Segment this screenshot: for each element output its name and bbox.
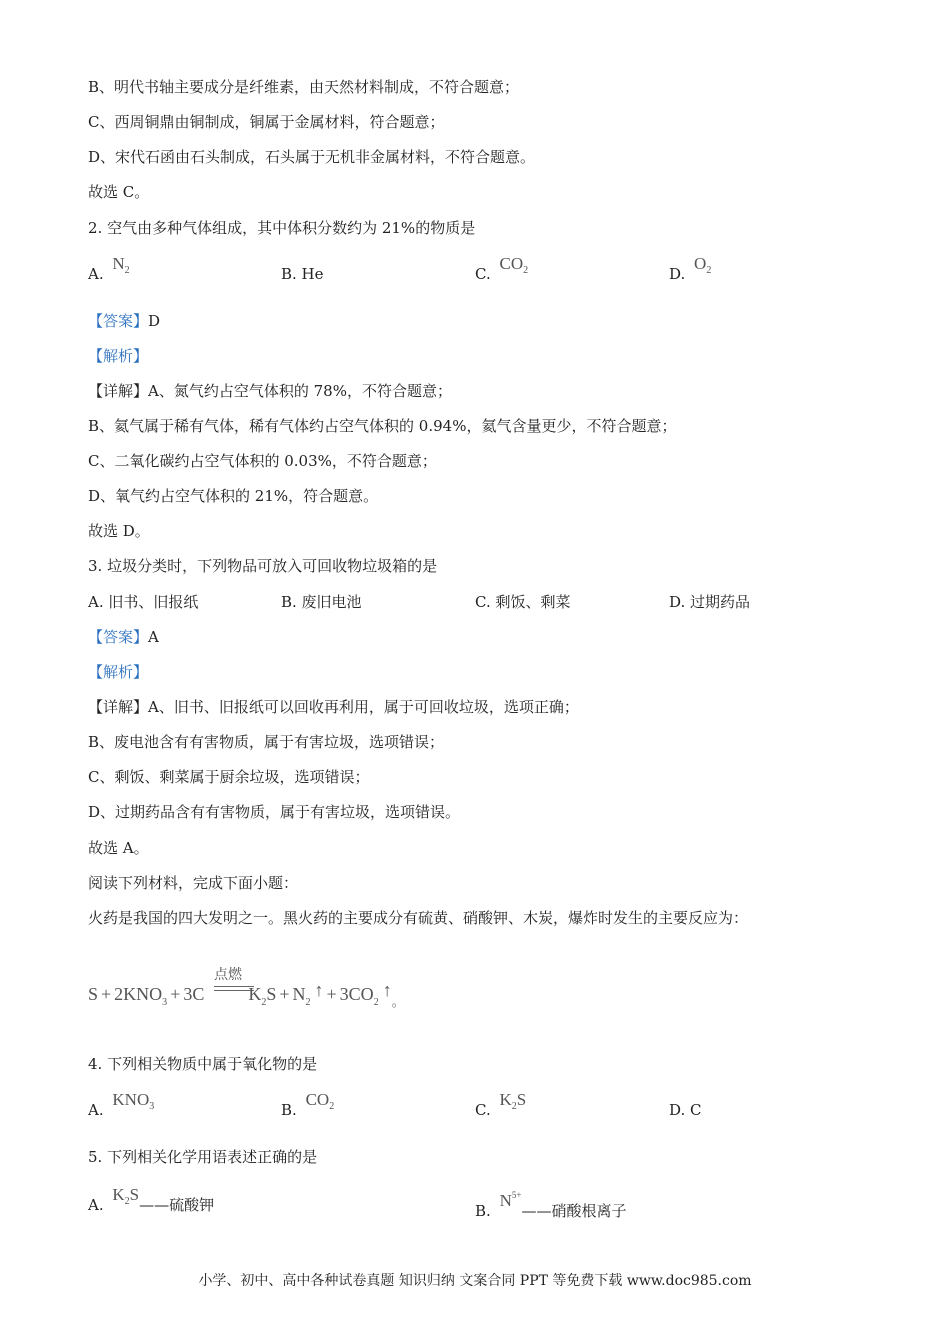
eq-plus: + — [326, 984, 337, 1004]
answer-line — [88, 311, 160, 331]
q3-option-b: B. 废旧电池 — [281, 593, 362, 611]
formula-main: K — [112, 1185, 125, 1204]
eq-sub: 2 — [373, 997, 379, 1008]
option-label: B. — [475, 1202, 491, 1220]
eq-sub: 2 — [305, 997, 311, 1008]
formula-sub: 3 — [149, 1101, 155, 1112]
eq-sub: 3 — [162, 997, 168, 1008]
option-label: A. — [88, 1196, 104, 1214]
text-line: B、氦气属于稀有气体，稀有气体约占空气体积的 0.94%，氦气含量更少，不符合题意； — [88, 417, 677, 435]
formula-sub: 2 — [124, 265, 130, 276]
eq-plus: + — [101, 984, 112, 1004]
q3-option-c: C. 剩饭、剩菜 — [475, 593, 571, 611]
formula — [112, 1185, 140, 1207]
formula-sub: 2 — [329, 1101, 335, 1112]
formula — [112, 1090, 155, 1112]
question-3: 3. 垃圾分类时，下列物品可放入可回收物垃圾箱的是 — [88, 557, 438, 575]
option-label: A. — [88, 265, 104, 283]
q3-option-d: D. 过期药品 — [669, 593, 751, 611]
formula-sup: 5+ — [511, 1190, 522, 1200]
formula — [499, 254, 529, 276]
option-text: ——硫酸钾 — [139, 1196, 215, 1214]
reaction-condition: 点燃 — [214, 967, 242, 983]
text-line: D、宋代石函由石头制成，石头属于无机非金属材料，不符合题意。 — [88, 148, 536, 166]
detail-tag: 【详解】 — [88, 382, 149, 400]
answer-value: D — [148, 312, 161, 330]
formula — [500, 1191, 522, 1210]
formula — [305, 1090, 335, 1112]
q2-option-d — [669, 254, 712, 291]
q2-option-c — [475, 254, 529, 291]
option-label: C. — [475, 1101, 491, 1119]
formula-main: O — [694, 254, 707, 273]
eq-term: S — [266, 984, 277, 1004]
formula-main: CO — [305, 1090, 330, 1109]
eq-term: 3CO — [339, 984, 374, 1004]
chemical-equation — [88, 980, 405, 1009]
formula-sub: 2 — [511, 1101, 517, 1112]
formula-main: CO — [499, 254, 524, 273]
eq-term: S — [88, 984, 99, 1004]
formula-main: N — [499, 1191, 512, 1210]
q3-option-a: A. 旧书、旧报纸 — [88, 593, 199, 611]
answer-tag: 【答案】 — [88, 628, 149, 646]
detail-tag: 【详解】 — [88, 698, 149, 716]
q2-option-a — [88, 254, 130, 291]
text-line: 故选 C。 — [88, 183, 150, 201]
gas-arrow-icon: ↑ — [382, 980, 392, 1000]
text-line: 故选 A。 — [88, 839, 149, 857]
q4-option-a — [88, 1090, 155, 1127]
text-line: 故选 D。 — [88, 522, 150, 540]
q4-option-c — [475, 1090, 527, 1127]
gas-arrow-icon: ↑ — [314, 980, 324, 1000]
q4-option-b — [281, 1090, 335, 1127]
eq-sub: 2 — [261, 997, 267, 1008]
q5-option-a — [88, 1185, 215, 1222]
text-line: D、氧气约占空气体积的 21%，符合题意。 — [88, 487, 379, 505]
formula-main: KNO — [112, 1090, 150, 1109]
q4-option-d: D. C — [669, 1101, 702, 1119]
question-2: 2. 空气由多种气体组成，其中体积分数约为 21%的物质是 — [88, 219, 476, 237]
answer-tag: 【答案】 — [88, 312, 149, 330]
question-5: 5. 下列相关化学用语表述正确的是 — [88, 1148, 318, 1166]
eq-term: N — [292, 984, 306, 1004]
text-line: B、明代书轴主要成分是纤维素，由天然材料制成，不符合题意； — [88, 78, 520, 96]
reading-instruction: 阅读下列材料，完成下面小题： — [88, 874, 299, 892]
text-line: C、二氧化碳约占空气体积的 0.03%，不符合题意； — [88, 452, 437, 470]
answer-line — [88, 627, 159, 647]
option-label: B. — [281, 1101, 297, 1119]
eq-term: K — [248, 984, 262, 1004]
formula — [112, 254, 130, 276]
question-4: 4. 下列相关物质中属于氧化物的是 — [88, 1055, 318, 1073]
answer-value: A — [148, 628, 159, 646]
option-label: C. — [475, 265, 491, 283]
formula-main: K — [499, 1090, 512, 1109]
formula-sub: 2 — [523, 265, 529, 276]
text-line: B、废电池含有有害物质，属于有害垃圾，选项错误； — [88, 733, 445, 751]
formula-main: S — [516, 1090, 527, 1109]
formula-sub: 2 — [124, 1196, 130, 1207]
eq-plus: + — [170, 984, 181, 1004]
eq-term: 3C — [183, 984, 205, 1004]
formula-sub: 2 — [706, 265, 712, 276]
text-line: C、剩饭、剩菜属于厨余垃圾，选项错误； — [88, 768, 370, 786]
analysis-tag: 【解析】 — [88, 347, 149, 365]
formula-main: S — [129, 1185, 140, 1204]
page-footer: 小学、初中、高中各种试卷真题 知识归纳 文案合同 PPT 等免费下载 www.doc985.com — [198, 1273, 752, 1289]
formula-main: N — [112, 254, 125, 273]
detail-text: A、氮气约占空气体积的 78%，不符合题意； — [148, 382, 452, 400]
analysis-tag: 【解析】 — [88, 663, 149, 681]
detail-line — [88, 381, 452, 401]
q2-option-b: B. He — [281, 265, 324, 283]
detail-text: A、旧书、旧报纸可以回收再利用，属于可回收垃圾，选项正确； — [148, 698, 579, 716]
q5-option-b — [475, 1190, 627, 1221]
eq-plus: + — [279, 984, 290, 1004]
text-line: C、西周铜鼎由铜制成，铜属于金属材料，符合题意； — [88, 113, 445, 131]
formula — [694, 254, 712, 276]
material-text: 火药是我国的四大发明之一。黑火药的主要成分有硫黄、硝酸钾、木炭，爆炸时发生的主要反应为： — [88, 909, 749, 927]
option-text: ——硝酸根离子 — [521, 1202, 627, 1220]
eq-term: 2KNO — [114, 984, 163, 1004]
option-label: D. — [669, 265, 686, 283]
eq-period: 。 — [391, 994, 405, 1009]
formula — [499, 1090, 527, 1112]
option-label: A. — [88, 1101, 104, 1119]
detail-line — [88, 697, 579, 717]
text-line: D、过期药品含有有害物质，属于有害垃圾，选项错误。 — [88, 803, 461, 821]
